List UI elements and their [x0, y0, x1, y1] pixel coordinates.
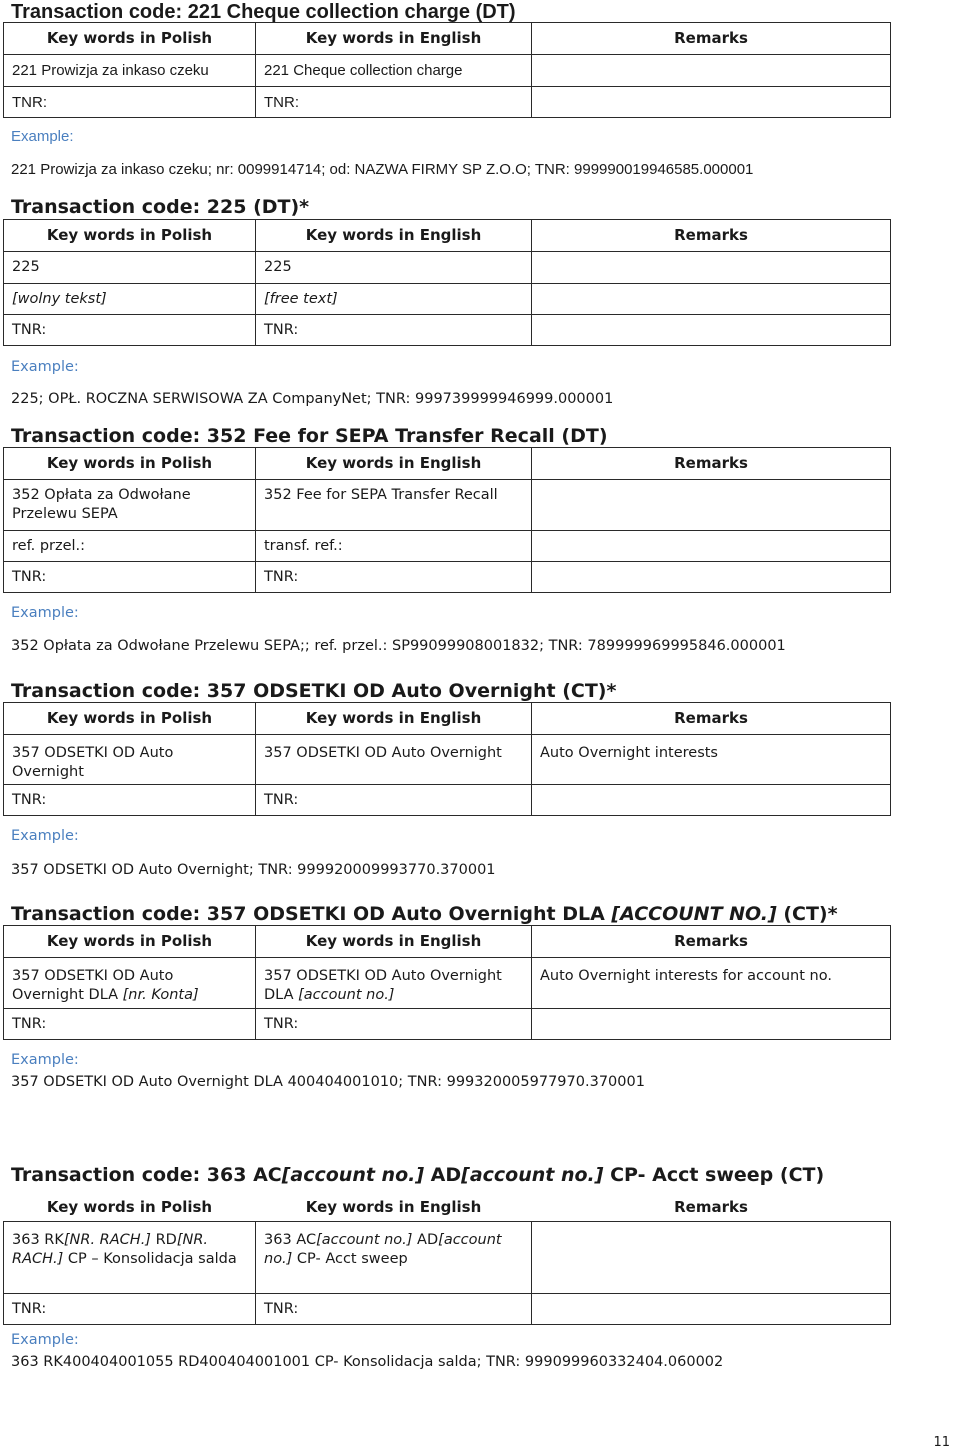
- example-label: Example:: [11, 1332, 79, 1348]
- example-label: Example:: [11, 1052, 79, 1068]
- cell-polish: 225: [4, 252, 256, 284]
- cell-english: transf. ref.:: [256, 531, 532, 562]
- cell-polish: TNR:: [4, 315, 256, 346]
- cell-remarks: [532, 562, 891, 593]
- cell-remarks: [532, 480, 891, 531]
- example-label: Example:: [11, 359, 79, 375]
- cell-polish: ref. przel.:: [4, 531, 256, 562]
- cell-polish: 357 ODSETKI OD Auto Overnight: [4, 735, 256, 785]
- example-text: 352 Opłata za Odwołane Przelewu SEPA;; ref. przel.: SP99099908001832; TNR: 789999969995846.000001: [11, 638, 786, 654]
- cell-polish: 221 Prowizja za inkaso czeku: [4, 55, 256, 87]
- section-title: Transaction code: 357 ODSETKI OD Auto Overnight DLA [ACCOUNT NO.] (CT)*: [11, 903, 838, 925]
- section-title: Transaction code: 363 AC[account no.] AD[account no.] CP- Acct sweep (CT): [11, 1164, 825, 1186]
- header-polish: Key words in Polish: [4, 926, 256, 958]
- cell-polish: [wolny tekst]: [4, 284, 256, 315]
- cell-remarks: [532, 1009, 891, 1040]
- keywords-table-357-dla: [3, 925, 891, 1040]
- header-remarks: Remarks: [532, 448, 891, 480]
- cell-remarks: [532, 785, 891, 816]
- keywords-table-352: [3, 447, 891, 593]
- example-label: Example:: [11, 828, 79, 844]
- cell-remarks: [532, 315, 891, 346]
- cell-remarks: [532, 1222, 891, 1294]
- cell-english: TNR:: [256, 785, 532, 816]
- cell-english: 221 Cheque collection charge: [256, 55, 532, 87]
- header-english: Key words in English: [256, 448, 532, 480]
- cell-english: [free text]: [256, 284, 532, 315]
- section-title: Transaction code: 225 (DT)*: [11, 196, 310, 218]
- cell-polish: TNR:: [4, 785, 256, 816]
- cell-english: TNR:: [256, 315, 532, 346]
- cell-english: 357 ODSETKI OD Auto Overnight DLA [account no.]: [256, 958, 532, 1009]
- keywords-table-357: [3, 702, 891, 816]
- page-number: 11: [933, 1435, 950, 1450]
- header-remarks: Remarks: [532, 703, 891, 735]
- example-text: 225; OPŁ. ROCZNA SERWISOWA ZA CompanyNet; TNR: 999739999946999.000001: [11, 391, 614, 407]
- example-text: 363 RK400404001055 RD400404001001 CP- Konsolidacja salda; TNR: 999099960332404.060002: [11, 1354, 724, 1370]
- cell-english: TNR:: [256, 1009, 532, 1040]
- cell-english: 357 ODSETKI OD Auto Overnight: [256, 735, 532, 785]
- cell-remarks: [532, 87, 891, 118]
- section-title: Transaction code: 221 Cheque collection charge (DT): [11, 1, 516, 23]
- cell-remarks: [532, 252, 891, 284]
- cell-remarks: [532, 55, 891, 87]
- example-text: 221 Prowizja za inkaso czeku; nr: 0099914714; od: NAZWA FIRMY SP Z.O.O; TNR: 999990019946585.000001: [11, 161, 754, 178]
- header-english: Key words in English: [256, 23, 532, 55]
- section-title: Transaction code: 352 Fee for SEPA Transfer Recall (DT): [11, 425, 608, 447]
- cell-english: 352 Fee for SEPA Transfer Recall: [256, 480, 532, 531]
- cell-polish: TNR:: [4, 87, 256, 118]
- cell-polish: TNR:: [4, 1009, 256, 1040]
- cell-polish: 357 ODSETKI OD Auto Overnight DLA [nr. Konta]: [4, 958, 256, 1009]
- header-english: Key words in English: [256, 1193, 532, 1222]
- header-remarks: Remarks: [532, 23, 891, 55]
- header-english: Key words in English: [256, 220, 532, 252]
- cell-english: TNR:: [256, 1294, 532, 1325]
- header-remarks: Remarks: [532, 926, 891, 958]
- header-remarks: Remarks: [532, 1193, 891, 1222]
- cell-remarks: Auto Overnight interests: [532, 735, 891, 785]
- section-title: Transaction code: 357 ODSETKI OD Auto Overnight (CT)*: [11, 680, 617, 702]
- cell-english: TNR:: [256, 562, 532, 593]
- header-english: Key words in English: [256, 703, 532, 735]
- header-polish: Key words in Polish: [4, 220, 256, 252]
- cell-remarks: [532, 1294, 891, 1325]
- cell-remarks: [532, 531, 891, 562]
- cell-english: 225: [256, 252, 532, 284]
- keywords-table-225: [3, 219, 891, 346]
- cell-polish: TNR:: [4, 1294, 256, 1325]
- cell-english: TNR:: [256, 87, 532, 118]
- example-label: Example:: [11, 128, 74, 145]
- cell-polish: 363 RK[NR. RACH.] RD[NR. RACH.] CP – Konsolidacja salda: [4, 1222, 256, 1294]
- example-text: 357 ODSETKI OD Auto Overnight; TNR: 999920009993770.370001: [11, 862, 496, 878]
- keywords-table-221: [3, 22, 891, 118]
- keywords-table-363: [3, 1193, 891, 1325]
- cell-remarks: Auto Overnight interests for account no.: [532, 958, 891, 1009]
- header-polish: Key words in Polish: [4, 23, 256, 55]
- example-label: Example:: [11, 605, 79, 621]
- header-remarks: Remarks: [532, 220, 891, 252]
- cell-polish: 352 Opłata za Odwołane Przelewu SEPA: [4, 480, 256, 531]
- header-polish: Key words in Polish: [4, 703, 256, 735]
- example-text: 357 ODSETKI OD Auto Overnight DLA 400404001010; TNR: 999320005977970.370001: [11, 1074, 645, 1090]
- header-english: Key words in English: [256, 926, 532, 958]
- cell-remarks: [532, 284, 891, 315]
- header-polish: Key words in Polish: [4, 448, 256, 480]
- cell-english: 363 AC[account no.] AD[account no.] CP- Acct sweep: [256, 1222, 532, 1294]
- cell-polish: TNR:: [4, 562, 256, 593]
- header-polish: Key words in Polish: [4, 1193, 256, 1222]
